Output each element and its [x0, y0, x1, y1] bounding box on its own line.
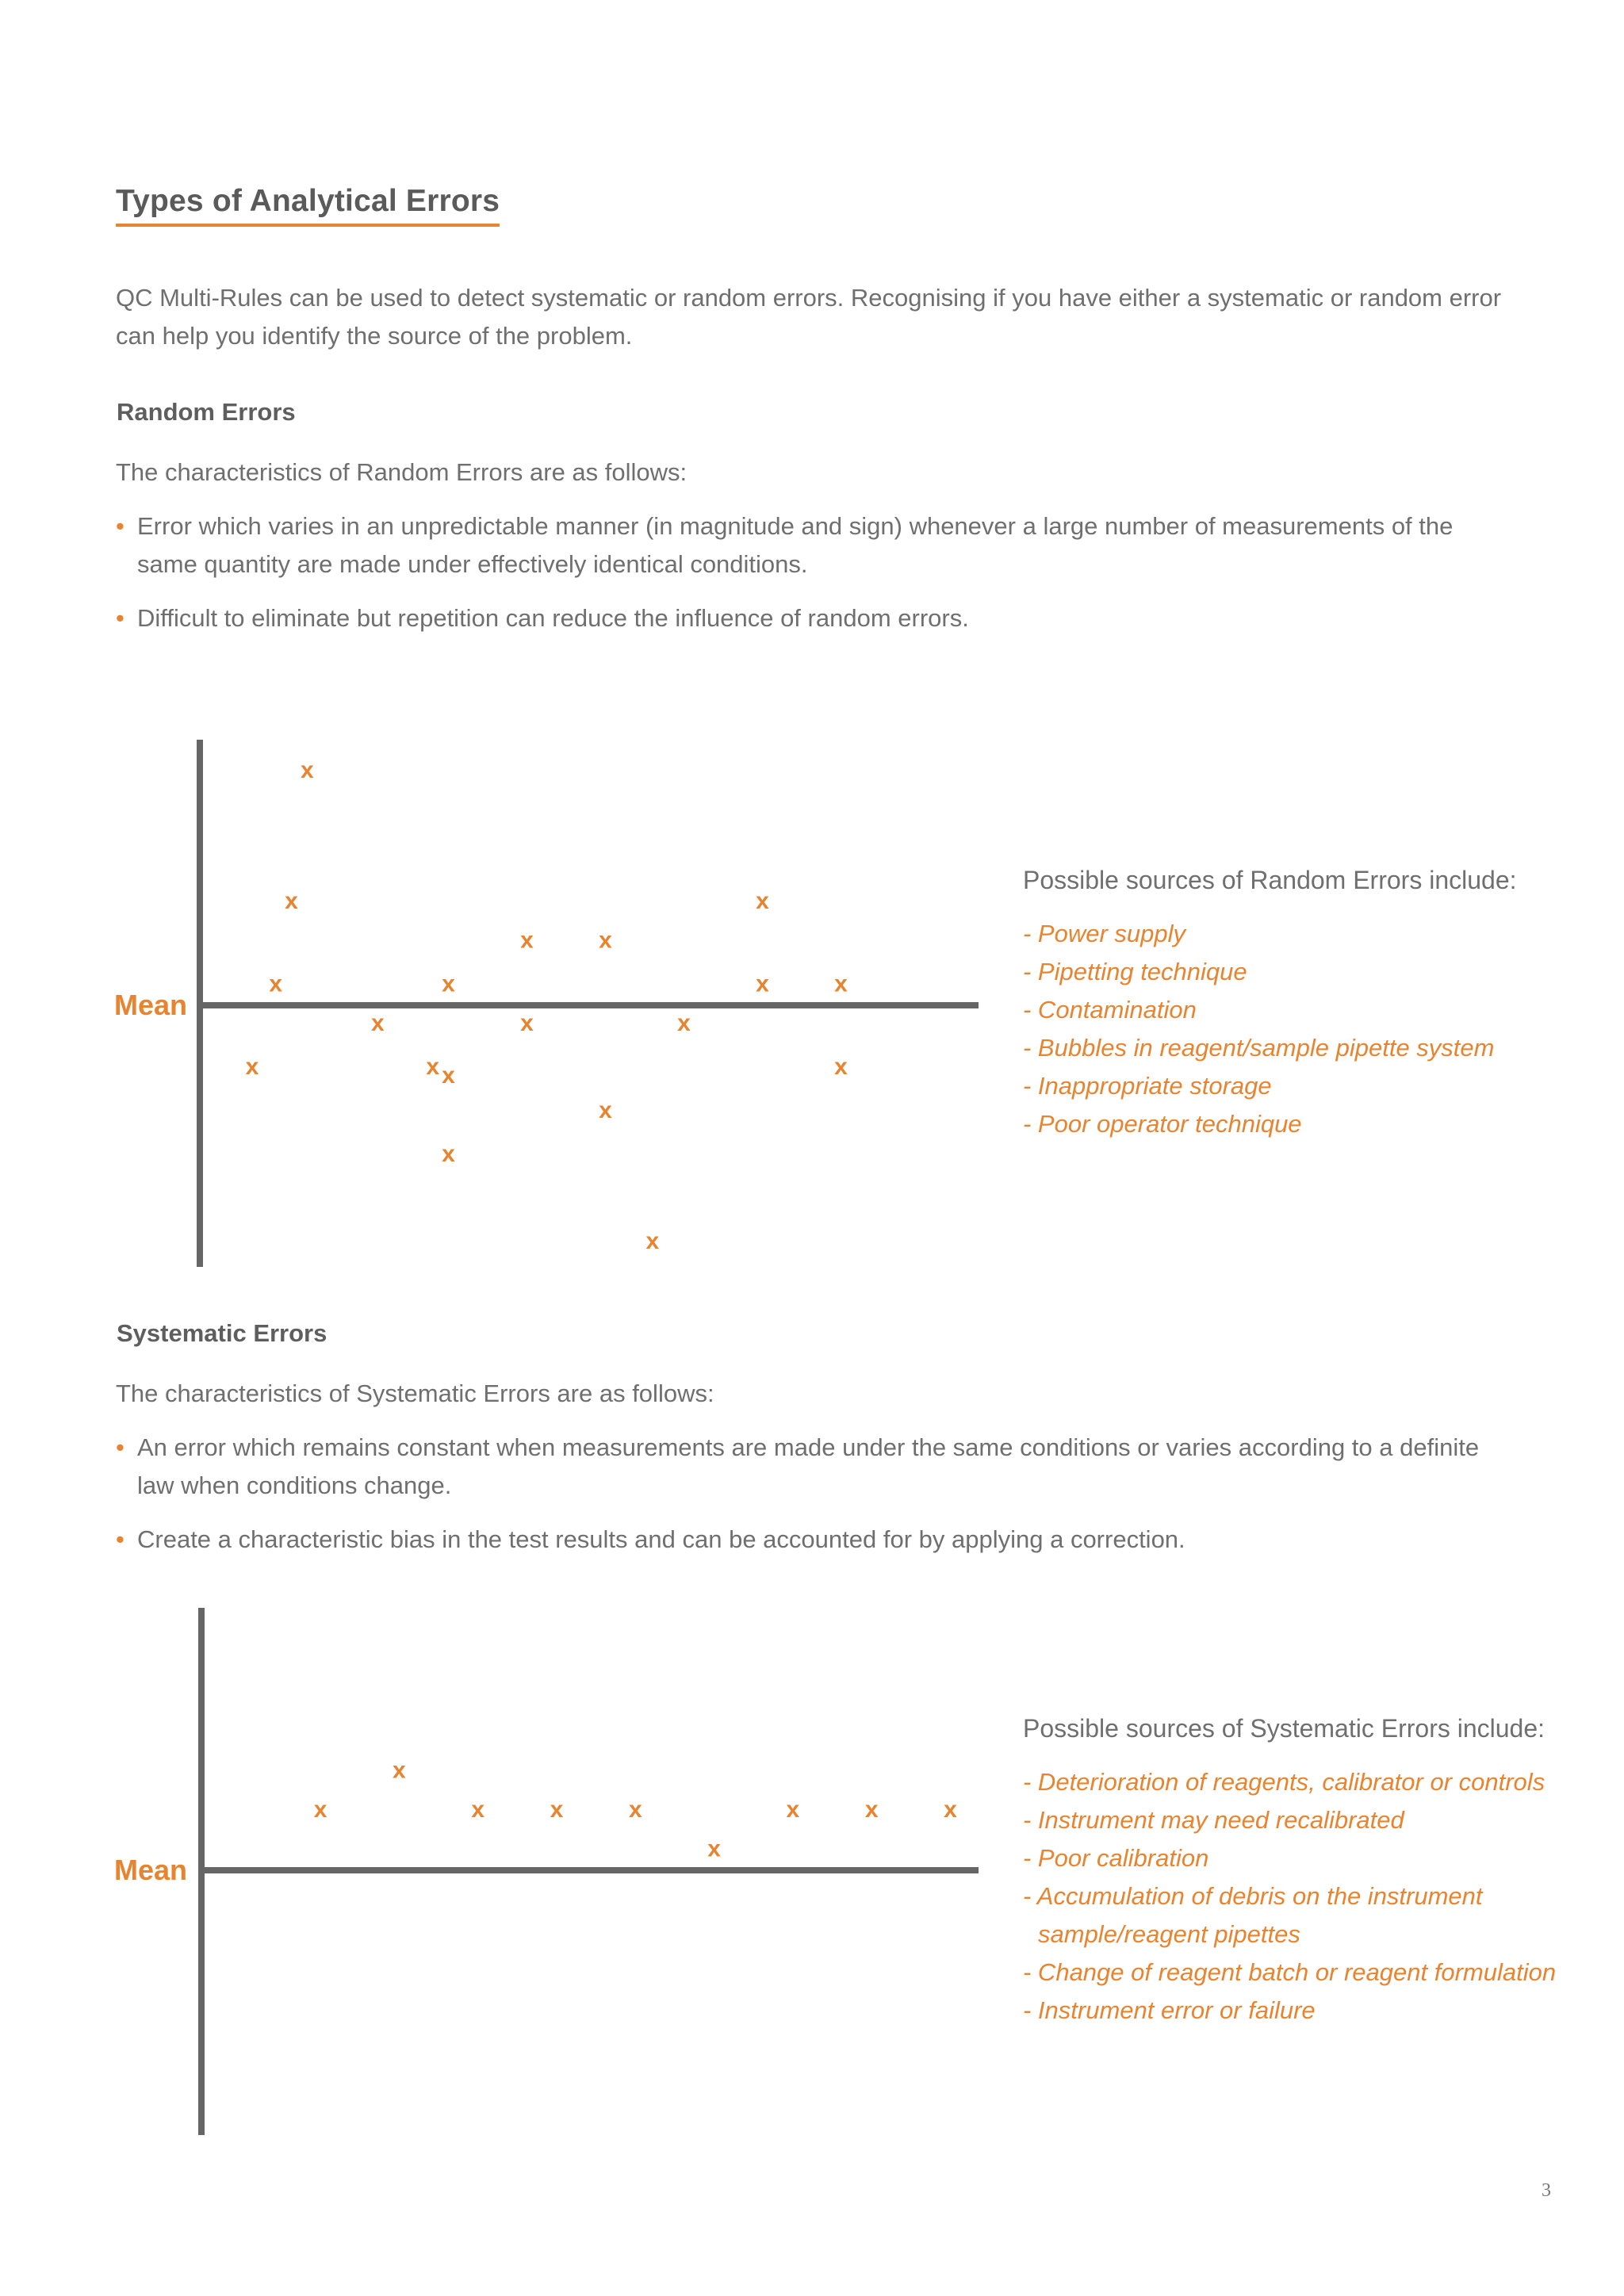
- data-point-marker: x: [677, 1010, 691, 1036]
- data-point-marker: x: [834, 1054, 848, 1080]
- systematic-sources: [1023, 1709, 1578, 2030]
- systematic-bullet-1-text: An error which remains constant when measurements are made under the same conditions or varies according to a definite law when conditions change.: [137, 1433, 1480, 1499]
- bullet-dot-icon: •: [116, 604, 124, 632]
- systematic-source-item: - Instrument may need recalibrated: [1023, 1806, 1404, 1834]
- data-point-marker: x: [599, 1097, 612, 1123]
- data-point-marker: x: [707, 1835, 721, 1862]
- data-point-marker: x: [944, 1797, 957, 1823]
- random-source-item: - Contamination: [1023, 996, 1197, 1024]
- random-source-item: - Bubbles in reagent/sample pipette system: [1023, 1034, 1495, 1062]
- random-errors-lead: The characteristics of Random Errors are as follows:: [116, 458, 688, 486]
- systematic-errors-lead: The characteristics of Systematic Errors are as follows:: [116, 1380, 714, 1407]
- data-point-marker: x: [756, 888, 769, 914]
- data-point-marker: x: [313, 1797, 327, 1823]
- random-sources-title: Possible sources of Random Errors include:: [1023, 866, 1517, 894]
- data-point-marker: x: [864, 1797, 879, 1823]
- systematic-source-continuation: sample/reagent pipettes: [1038, 1920, 1300, 1948]
- random-sources: [1023, 861, 1578, 1143]
- data-point-marker: x: [393, 1757, 406, 1784]
- data-point-marker: x: [442, 1062, 455, 1089]
- data-point-marker: x: [285, 888, 298, 914]
- page-title: Types of Analytical Errors: [116, 184, 500, 227]
- mean-line: [197, 1002, 979, 1008]
- data-point-marker: x: [245, 1054, 259, 1080]
- random-source-item: - Pipetting technique: [1023, 958, 1247, 985]
- data-point-marker: x: [756, 970, 769, 997]
- intro-paragraph: QC Multi-Rules can be used to detect systematic or random errors. Recognising if you have either a systematic or random error can help you identify the source of the problem.: [116, 284, 1502, 350]
- systematic-source-item: - Change of reagent batch or reagent formulation: [1023, 1958, 1557, 1986]
- systematic-source-item: - Deterioration of reagents, calibrator or controls: [1023, 1768, 1545, 1796]
- data-point-marker: x: [269, 970, 283, 997]
- page-number: 3: [1542, 2180, 1551, 2201]
- systematic-sources-title: Possible sources of Systematic Errors include:: [1023, 1714, 1545, 1743]
- random-bullet-1: [116, 507, 1519, 584]
- random-errors-chart: [111, 733, 991, 1272]
- systematic-source-item: - Accumulation of debris on the instrument: [1023, 1882, 1483, 1910]
- data-point-marker: x: [300, 757, 314, 783]
- systematic-errors-chart: [111, 1601, 991, 2141]
- data-point-marker: x: [834, 970, 848, 997]
- data-point-marker: x: [599, 927, 612, 954]
- bullet-dot-icon: •: [116, 512, 124, 540]
- data-point-marker: x: [520, 1010, 534, 1036]
- systematic-source-item: - Poor calibration: [1023, 1844, 1209, 1872]
- data-point-marker: x: [442, 970, 455, 997]
- mean-line: [198, 1867, 979, 1873]
- mean-label: Mean: [114, 989, 188, 1021]
- random-source-item: - Poor operator technique: [1023, 1110, 1302, 1138]
- data-point-marker: x: [628, 1797, 642, 1823]
- systematic-bullet-2-text: Create a characteristic bias in the test results and can be accounted for by applying a correction.: [137, 1525, 1185, 1553]
- data-point-marker: x: [520, 927, 534, 954]
- data-point-marker: x: [442, 1141, 455, 1167]
- random-bullet-2-text: Difficult to eliminate but repetition can reduce the influence of random errors.: [137, 604, 969, 632]
- data-point-marker: x: [645, 1228, 660, 1254]
- data-point-marker: x: [426, 1054, 440, 1080]
- systematic-source-item: - Instrument error or failure: [1023, 1996, 1316, 2024]
- systematic-bullet-1: [116, 1429, 1519, 1505]
- random-source-item: - Inappropriate storage: [1023, 1072, 1272, 1100]
- systematic-source-item: [1023, 1915, 1578, 1954]
- bullet-dot-icon: •: [116, 1525, 124, 1553]
- data-point-marker: x: [550, 1797, 564, 1823]
- data-point-marker: x: [371, 1010, 385, 1036]
- random-bullet-1-text: Error which varies in an unpredictable manner (in magnitude and sign) whenever a large number of measurements of the same quantity are made under effectively identical conditions.: [137, 512, 1454, 578]
- bullet-dot-icon: •: [116, 1433, 124, 1461]
- data-point-marker: x: [786, 1797, 800, 1823]
- systematic-bullet-2: [116, 1521, 1519, 1559]
- random-bullet-2: [116, 599, 1519, 637]
- random-errors-heading: Random Errors: [117, 398, 296, 426]
- random-source-item: - Power supply: [1023, 920, 1186, 947]
- systematic-errors-heading: Systematic Errors: [117, 1319, 327, 1347]
- data-points: [314, 1758, 957, 1862]
- mean-label: Mean: [114, 1854, 188, 1886]
- data-point-marker: x: [471, 1797, 485, 1823]
